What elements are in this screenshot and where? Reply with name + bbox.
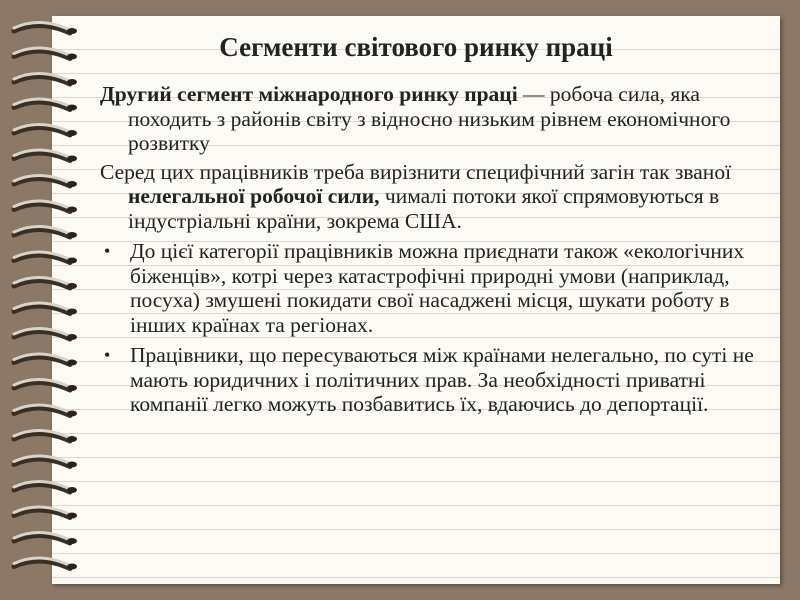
spiral-ring-icon	[14, 328, 77, 340]
spiral-ring-icon	[14, 507, 77, 519]
spiral-ring-icon	[14, 481, 77, 493]
spiral-ring-icon	[14, 150, 77, 162]
spiral-ring-icon	[14, 99, 77, 111]
spiral-ring-icon	[14, 456, 77, 468]
bullet-dot-icon: •	[104, 345, 111, 365]
spiral-ring-icon	[14, 354, 77, 366]
spiral-ring-icon	[14, 430, 77, 442]
spiral-ring-icon	[14, 175, 77, 187]
bullet-text: До цієї категорії працівників можна приєднати також «екологічних біженців», котрі через катастрофічні природні умови (наприклад, посуха) змушені покидати свої насаджені місця, шукати роботу в інших країнах та регіонах.	[130, 239, 745, 337]
spiral-ring-icon	[14, 532, 77, 544]
slide-content	[100, 82, 772, 421]
bullet-dot-icon: •	[104, 241, 111, 261]
bullet-item-illegal-migrants	[100, 343, 772, 417]
paragraph-text: Серед цих працівників треба вирізнити специфічний загін так званої	[100, 159, 732, 184]
spiral-ring-icon	[14, 277, 77, 289]
spiral-ring-icon	[14, 201, 77, 213]
spiral-ring-icon	[14, 124, 77, 136]
spiral-ring-icon	[14, 558, 77, 570]
spiral-binding	[0, 20, 100, 580]
paragraph-text: чималі потоки якої спрямовуються в індустріальні країни, зокрема США.	[128, 184, 720, 233]
bullet-text: Працівники, що пересуваються між країнами нелегально, по суті не мають юридичних і політичних прав. За необхідності приватні компанії легко можуть позбавитись їх, вдаючись до депортації.	[130, 343, 754, 416]
paragraph-illegal-workforce	[100, 160, 772, 234]
paragraph-bold-term: нелегальної робочої сили,	[128, 184, 380, 208]
spiral-ring-icon	[14, 226, 77, 238]
paragraph-bold-term: Другий сегмент міжнародного ринку праці	[100, 82, 518, 106]
spiral-ring-icon	[14, 73, 77, 85]
bullet-item-eco-refugees	[100, 239, 772, 337]
paragraph-text: — робоча сила, яка походить з районів світу з відносно низьким рівнем економічного розвитку	[128, 82, 731, 155]
spiral-ring-icon	[14, 303, 77, 315]
spiral-ring-icon	[14, 379, 77, 391]
slide-title: Сегменти світового ринку праці	[219, 32, 613, 62]
paragraph-second-segment	[100, 82, 772, 156]
spiral-ring-icon	[14, 252, 77, 264]
spiral-ring-icon	[14, 405, 77, 417]
